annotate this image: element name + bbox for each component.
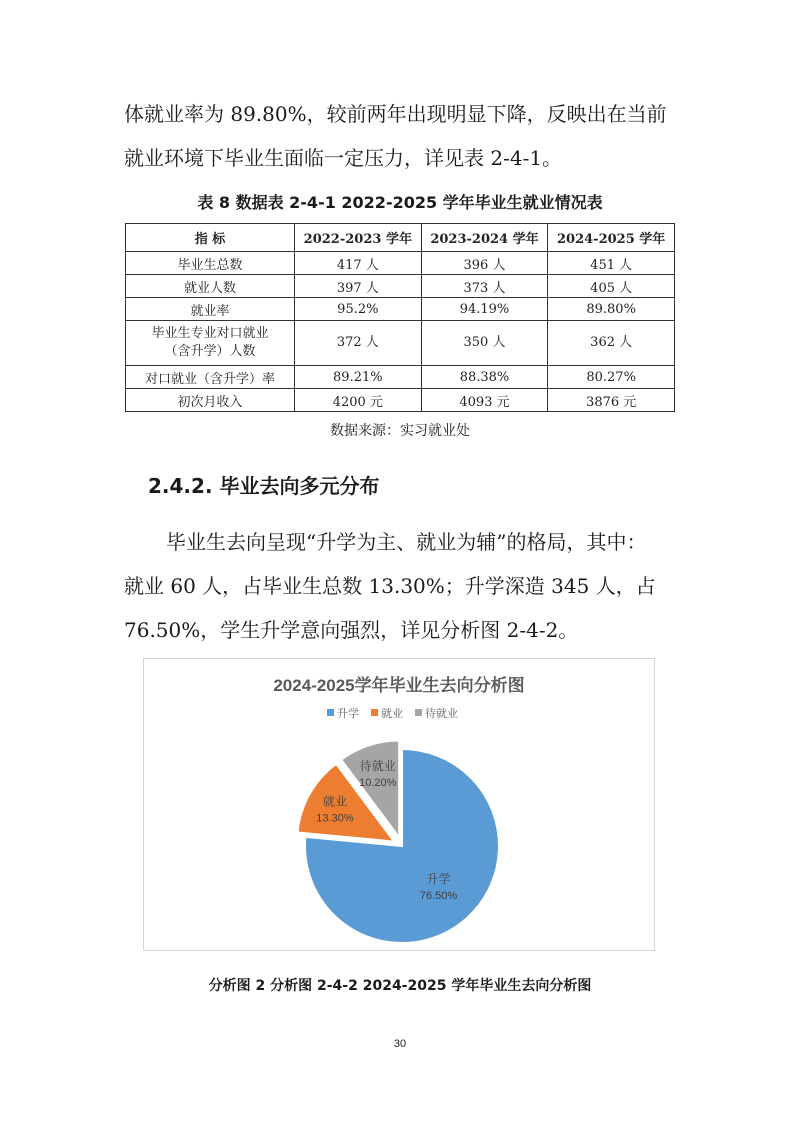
- table-cell: 89.80%: [548, 298, 675, 321]
- cell-line: （含升学）人数: [164, 344, 256, 359]
- table-cell: 362 人: [548, 321, 675, 366]
- chart-title: 2024-2025学年毕业生去向分析图: [273, 676, 525, 695]
- table-source: 数据来源：实习就业处: [330, 423, 470, 439]
- pie-chart: [144, 659, 654, 950]
- column-header: 2023-2024 学年: [421, 224, 548, 252]
- table-cell: 88.38%: [421, 366, 548, 389]
- slice-label-percent: 76.50%: [419, 890, 458, 903]
- table-cell: 3876 元: [548, 389, 675, 412]
- slice-label-category: 待就业: [359, 759, 396, 774]
- figure-caption: 分析图 2 分析图 2-4-2 2024-2025 学年毕业生去向分析图: [208, 978, 592, 994]
- slice-label-percent: 10.20%: [359, 777, 397, 790]
- slice-label-category: 升学: [426, 872, 451, 887]
- column-header: 2022-2023 学年: [295, 224, 422, 252]
- table-cell: 89.21%: [295, 366, 422, 389]
- table-cell: 405 人: [548, 275, 675, 298]
- table-cell: 4200 元: [295, 389, 422, 412]
- table-row: [126, 252, 675, 275]
- table-cell: [126, 321, 295, 366]
- table-cell: 417 人: [295, 252, 422, 275]
- table-cell: 397 人: [295, 275, 422, 298]
- pie-chart-container: [143, 658, 655, 951]
- pie-slices: [298, 740, 499, 943]
- legend-label: 待就业: [425, 708, 458, 720]
- table-cell: 350 人: [421, 321, 548, 366]
- chart-legend: [327, 706, 458, 720]
- legend-label: 升学: [337, 708, 359, 720]
- table-cell: 毕业生总数: [126, 252, 295, 275]
- table-cell: 95.2%: [295, 298, 422, 321]
- paragraph-line: 体就业率为 89.80%，较前两年出现明显下降，反映出在当前: [124, 102, 667, 126]
- slice-label-percent: 13.30%: [316, 812, 354, 825]
- table-row: [126, 389, 675, 412]
- table-row: [126, 366, 675, 389]
- table-cell: 初次月收入: [126, 389, 295, 412]
- paragraph-line: 就业 60 人，占毕业生总数 13.30%；升学深造 345 人，占: [124, 574, 656, 598]
- table-cell: 373 人: [421, 275, 548, 298]
- legend-label: 就业: [381, 708, 403, 720]
- section-heading: 2.4.2. 毕业去向多元分布: [148, 474, 380, 498]
- table-row: [126, 298, 675, 321]
- table-row: [126, 321, 675, 366]
- table-caption: 表 8 数据表 2-4-1 2022-2025 学年毕业生就业情况表: [197, 193, 603, 212]
- table-cell: 80.27%: [548, 366, 675, 389]
- page-number: 30: [393, 1038, 407, 1050]
- paragraph-line: 就业环境下毕业生面临一定压力，详见表 2-4-1。: [124, 146, 563, 170]
- legend-swatch: [415, 709, 422, 716]
- employment-table: [125, 223, 675, 412]
- table-cell: 4093 元: [421, 389, 548, 412]
- table-header-row: [126, 224, 675, 252]
- column-header: 2024-2025 学年: [548, 224, 675, 252]
- table-cell: 396 人: [421, 252, 548, 275]
- table-cell: 94.19%: [421, 298, 548, 321]
- cell-line: 毕业生专业对口就业: [151, 326, 269, 342]
- table-cell: 451 人: [548, 252, 675, 275]
- table-row: [126, 275, 675, 298]
- legend-swatch: [327, 709, 334, 716]
- column-header: 指 标: [126, 224, 295, 252]
- paragraph-line: 毕业生去向呈现“升学为主、就业为辅”的格局，其中：: [166, 530, 647, 554]
- slice-label-category: 就业: [322, 794, 347, 809]
- table-cell: 对口就业（含升学）率: [126, 366, 295, 389]
- paragraph-line: 76.50%，学生升学意向强烈，详见分析图 2-4-2。: [124, 618, 579, 642]
- table-cell: 就业率: [126, 298, 295, 321]
- table-cell: 372 人: [295, 321, 422, 366]
- legend-swatch: [371, 709, 378, 716]
- table-cell: 就业人数: [126, 275, 295, 298]
